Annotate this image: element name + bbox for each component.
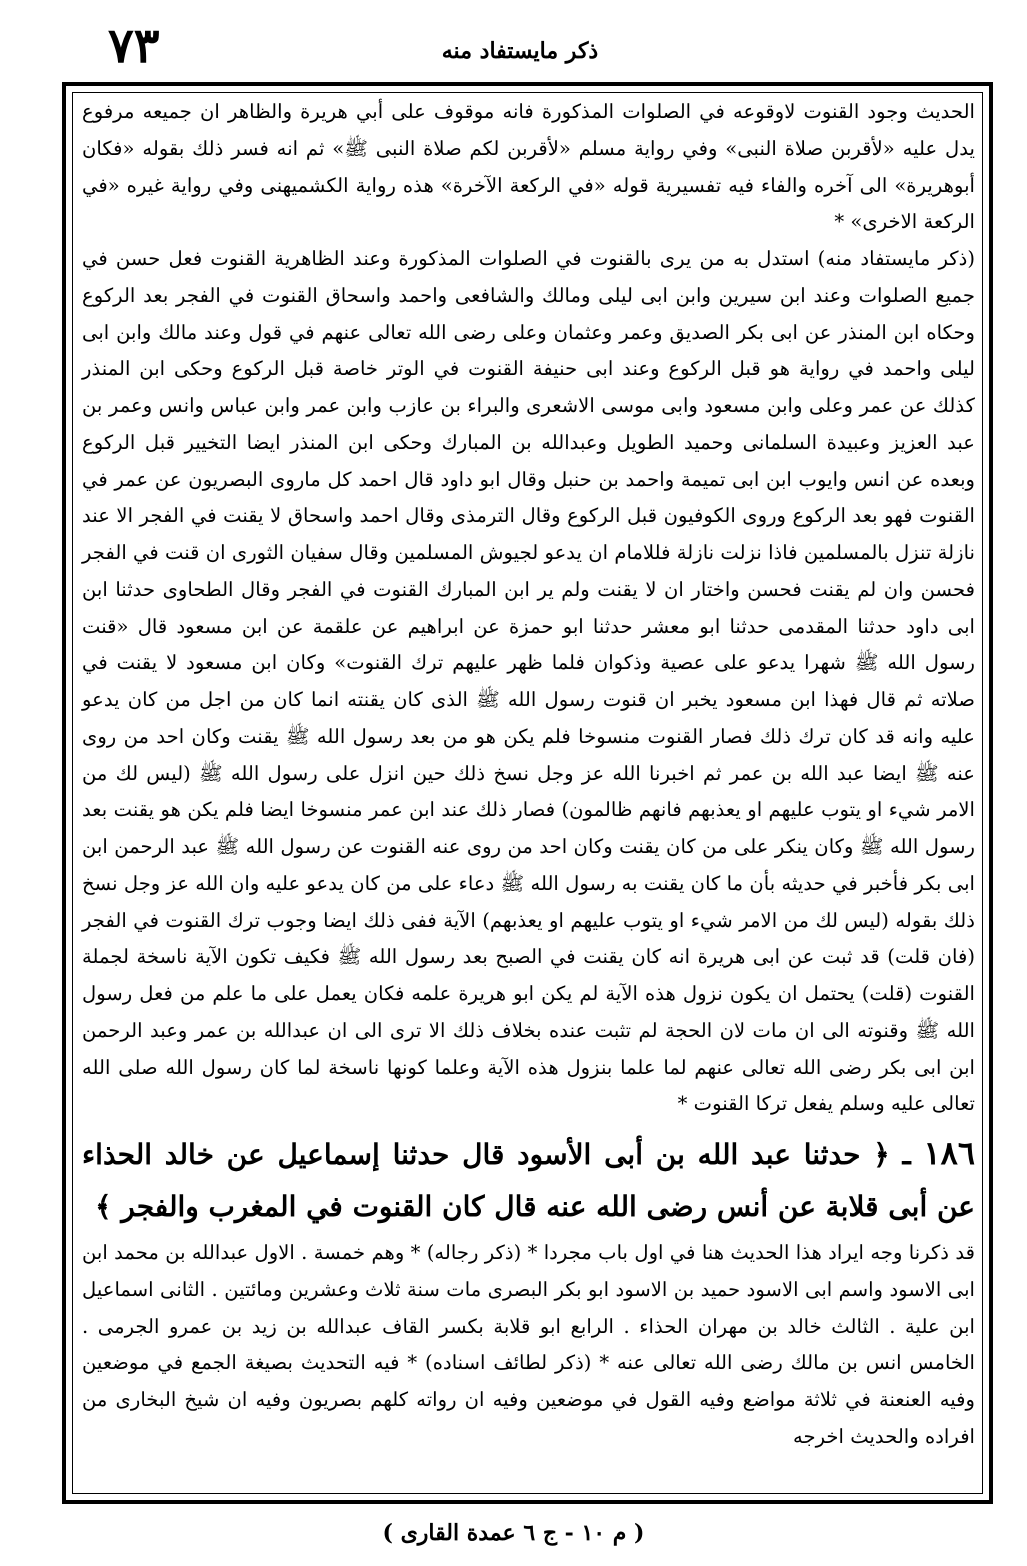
- paragraph-1: الحديث وجود القنوت لاوقوعه في الصلوات المذكورة فانه موقوف على أبي هريرة والظاهر ان جميعه مرفوع يدل عليه «لأقربن صلاة النبى» وفي رواية مسلم «لأقربن لكم صلاة النبى ﷺ» ثم انه فسر ذلك بقوله «فكان أبوهريرة» الى آخره والفاء فيه تفسيرية قوله «في الركعة الآخرة» هذه رواية الكشميهنى وفي رواية غيره «في الركعة الاخرى» *: [82, 100, 975, 234]
- hadith-number: ١٨٦: [923, 1134, 976, 1172]
- hadith-text: ـ ﴿ حدثنا عبد الله بن أبى الأسود قال حدثنا إسماعيل عن خالد الحذاء عن أبى قلابة عن أنس رضى الله عنه قال كان القنوت في المغرب والفجر ﴾: [82, 1138, 975, 1223]
- running-title: ذكر مايستفاد منه: [441, 38, 599, 64]
- paragraph-2: (ذكر مايستفاد منه) استدل به من يرى بالقنوت في الصلوات المذكورة وعند الظاهرية القنوت فعل حسن في جميع الصلوات وعند ابن سيرين وابن ابى ليلى ومالك والشافعى واحمد واسحاق القنوت في الفجر بعد الركوع وحكاه ابن المنذر عن ابى بكر الصديق وعمر وعثمان وعلى رضى الله تعالى عنهم في قول وعند مالك وابن ابى ليلى واحمد في رواية هو قبل الركوع وعند ابى حنيفة القنوت في الوتر خاصة قبل الركوع وحكى ابن المنذر كذلك عن عمر وعلى وابن مسعود وابى موسى الاشعرى والبراء بن عازب وابن عمر وابن عباس وانس وعمر بن عبد العزيز وعبيدة السلمانى وحميد الطويل وعبدالله بن المبارك وحكى ابن المنذر ايضا التخيير قبل الركوع وبعده عن انس وايوب ابن ابى تميمة واحمد بن حنبل وقال ابو داود قال احمد كل ماروى البصريون عن عمر في القنوت فهو بعد الركوع وروى الكوفيون قبل الركوع وقال الترمذى وقال احمد واسحاق لا يقنت في الفجر الا عند نازلة تنزل بالمسلمين فاذا نزلت نازلة فللامام ان يدعو لجيوش المسلمين وقال سفيان الثورى ان قنت في الفجر فحسن وان لم يقنت فحسن واختار ان لا يقنت ولم ير ابن المبارك القنوت في الفجر وقال الطحاوى حدثنا ابن ابى داود حدثنا المقدمى حدثنا ابو معشر حدثنا ابو حمزة عن ابراهيم عن علقمة عن ابن مسعود قال «قنت رسول الله ﷺ شهرا يدعو على عصية وذكوان فلما ظهر عليهم ترك القنوت» وكان ابن مسعود لا يقنت في صلاته ثم قال فهذا ابن مسعود يخبر ان قنوت رسول الله ﷺ الذى كان يقنته انما كان من اجل من كان يدعو عليه وانه قد كان ترك ذلك فصار القنوت منسوخا فلم يكن هو من بعد رسول الله ﷺ يقنت وكان احد من روى عنه ﷺ ايضا عبد الله بن عمر ثم اخبرنا الله عز وجل نسخ ذلك حين انزل على رسول الله ﷺ (ليس لك من الامر شيء او يتوب عليهم او يعذبهم فانهم ظالمون) فصار ذلك عند ابن عمر منسوخا ايضا فلم يكن هو يقنت بعد رسول الله ﷺ وكان ينكر على من كان يقنت وكان احد من روى عنه القنوت عن رسول الله ﷺ عبد الرحمن ابن ابى بكر فأخبر في حديثه بأن ما كان يقنت به رسول الله ﷺ دعاء على من كان يدعو عليه وان الله عز وجل نسخ ذلك بقوله (ليس لك من الامر شيء او يتوب عليهم او يعذبهم) الآية ففى ذلك ايضا وجوب ترك القنوت في الفجر (فان قلت) قد ثبت عن ابى هريرة انه كان يقنت في الصبح بعد رسول الله ﷺ فكيف تكون الآية ناسخة لجملة القنوت (قلت) يحتمل ان يكون نزول هذه الآية لم يكن ابو هريرة علمه فكان يعمل على ما علم من فعل رسول الله ﷺ وقنوته الى ان مات لان الحجة لم تثبت عنده بخلاف ذلك الا ترى الى ان عبدالله بن عمر وعبد الرحمن ابن ابى بكر رضى الله تعالى عنهم لما علما بنزول هذه الآية وعلما كونها ناسخة لما كان رسول الله صلى الله تعالى عليه وسلم يفعل تركا القنوت *: [82, 247, 975, 1116]
- hadith-block: [82, 1127, 975, 1233]
- page-body: [82, 94, 975, 1494]
- page-footer: ( م ١٠ - ج ٦ عمدة القارى ): [382, 1520, 645, 1546]
- page-number: ٧٣: [108, 18, 160, 74]
- page-header: [0, 0, 1027, 78]
- paragraph-3: قد ذكرنا وجه ايراد هذا الحديث هنا في اول باب مجردا * (ذكر رجاله) * وهم خمسة . الاول عبدالله بن محمد ابن ابى الاسود واسم ابى الاسود حميد بن الاسود ابو بكر البصرى مات سنة ثلاث وعشرين ومائتين . الثانى اسماعيل ابن علية . الثالث خالد بن مهران الحذاء . الرابع ابو قلابة بكسر القاف عبدالله بن زيد بن عمرو الجرمى . الخامس انس بن مالك رضى الله تعالى عنه * (ذكر لطائف اسناده) * فيه التحديث بصيغة الجمع في موضعين وفيه العنعنة في ثلاثة مواضع وفيه القول في موضعين وفيه ان رواته كلهم بصريون وفيه ان شيخ البخارى من افراده والحديث اخرجه: [82, 1241, 975, 1448]
